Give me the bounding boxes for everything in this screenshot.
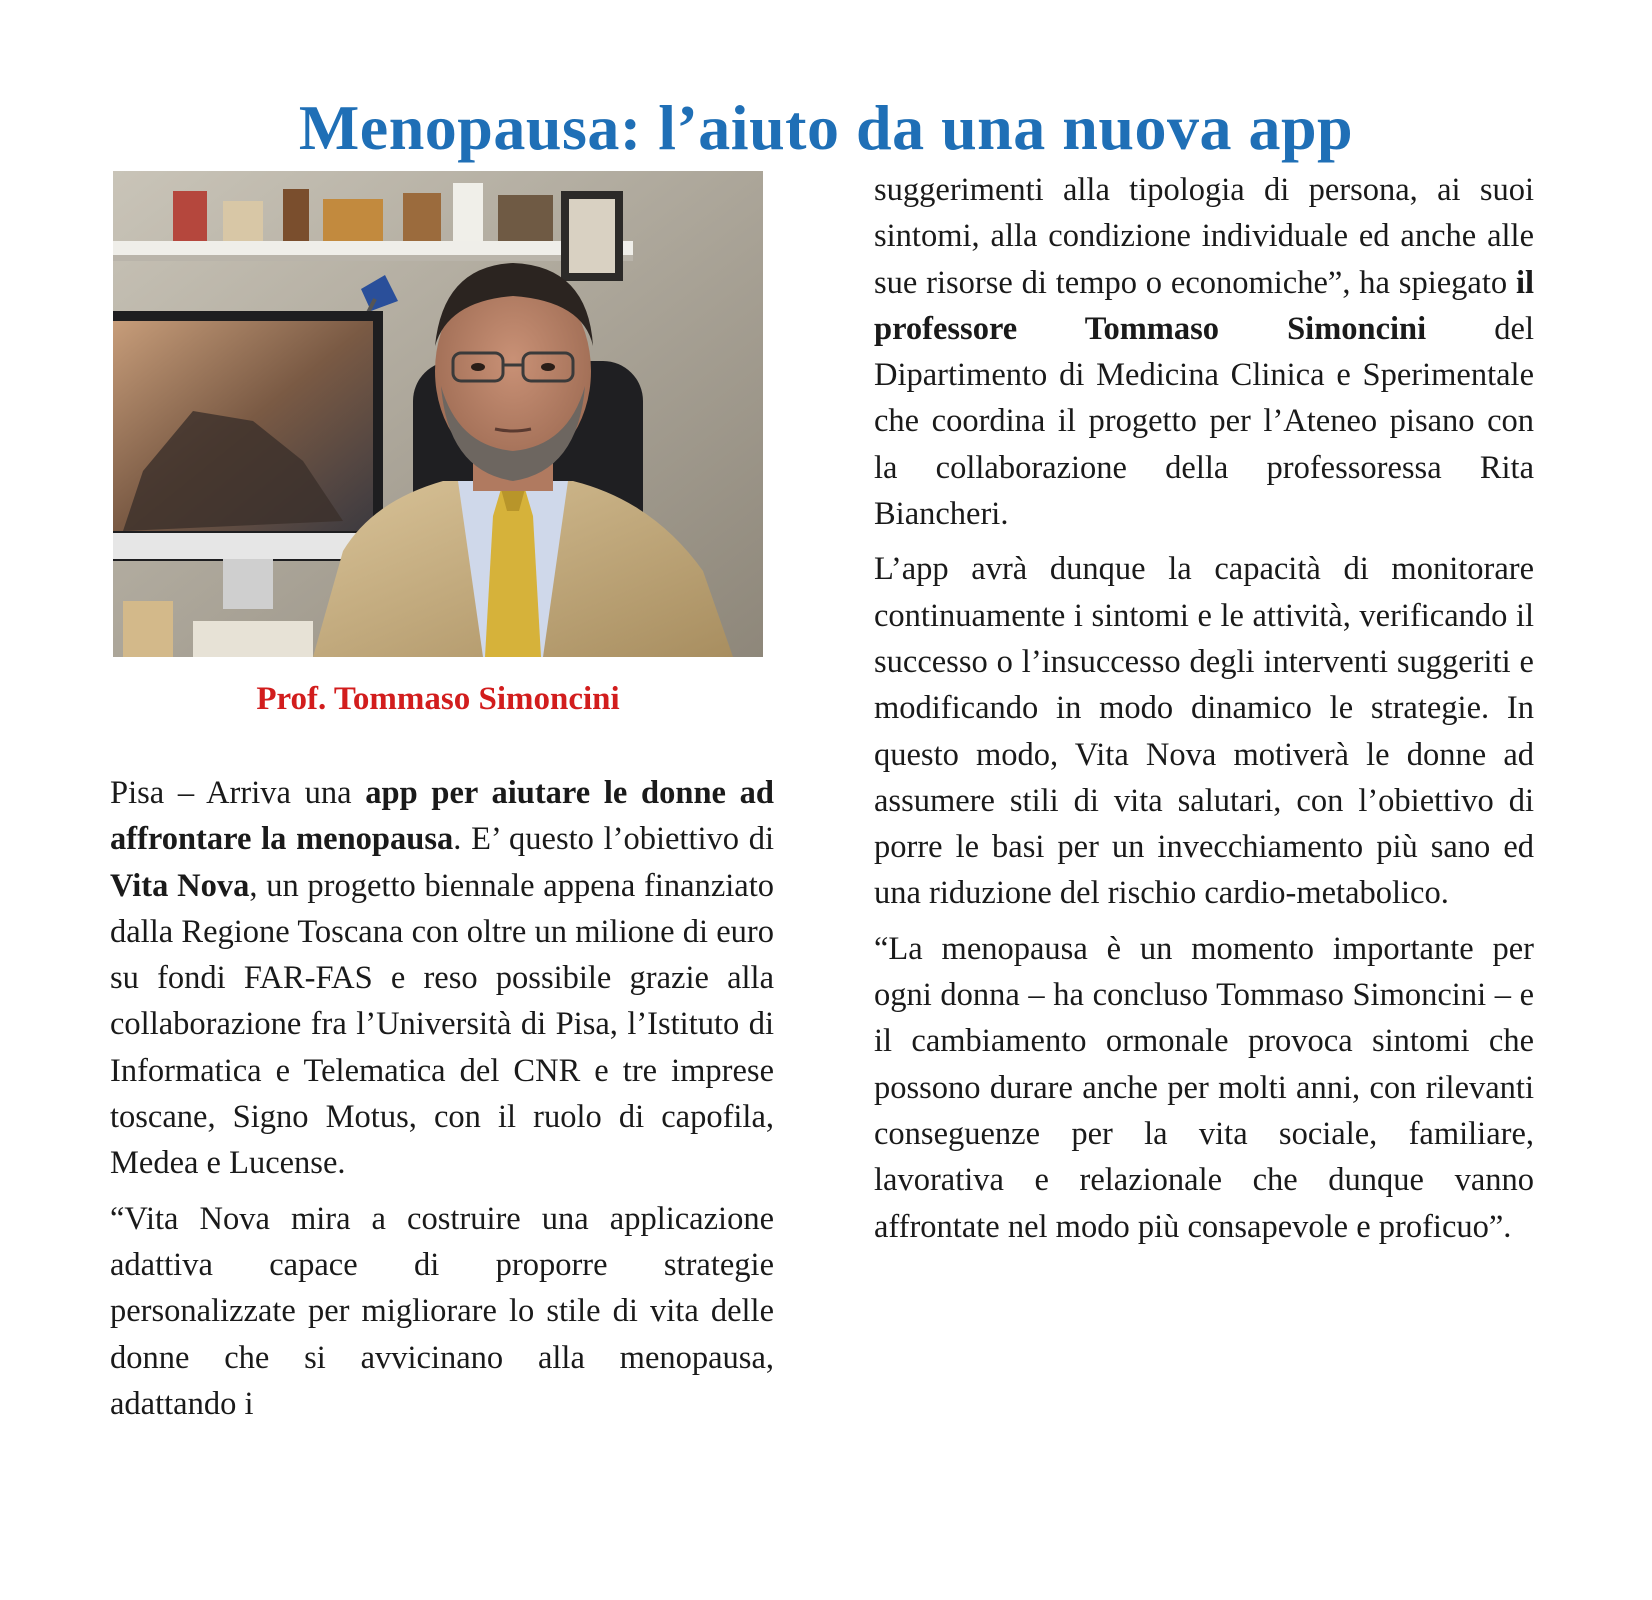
article-title: Menopausa: l’aiuto da una nuova app: [298, 91, 1354, 163]
paragraph-text: del Dipartimento di Medicina Clinica e Sperimentale che coordina il progetto per l’Ateneo pisano con la collaborazione della professoressa Rita Biancheri.: [874, 310, 1534, 533]
paragraph-text: suggerimenti alla tipologia di persona, ai suoi sintomi, alla condizione individuale ed anche alle sue risorse di tempo o economiche”, ha spiegato: [874, 172, 1534, 301]
paragraph-bold-text: il professore Tommaso Simoncini: [874, 264, 1534, 347]
article-paragraph: “Vita Nova mira a costruire una applicazione adattiva capace di proporre strategie personalizzate per migliorare lo stile di vita delle donne che si avvicinano alla menopausa, adattando i: [110, 1200, 774, 1422]
professor-photo-illustration: [113, 171, 763, 657]
photo-caption: Prof. Tommaso Simoncini: [256, 681, 620, 717]
paragraph-text: Pisa – Arriva una: [110, 775, 366, 811]
article-column-left: [110, 770, 774, 1436]
paragraph-text: , un progetto biennale appena finanziato dalla Regione Toscana con oltre un milione di euro su fondi FAR-FAS e reso possibile grazie alla collaborazione fra l’Università di Pisa, l’Istituto di Informatica e Telematica del CNR e tre imprese toscane, Signo Motus, con il ruolo di capofila, Medea e Lucense.: [110, 867, 774, 1182]
professor-photo: [113, 171, 763, 657]
article-paragraph: [874, 167, 1534, 537]
paragraph-bold-text: Vita Nova: [110, 867, 250, 904]
article-paragraph: L’app avrà dunque la capacità di monitorare continuamente i sintomi e le attività, verificando il successo o l’insuccesso degli interventi suggeriti e modificando in modo dinamico le strategie. In questo modo, Vita Nova motiverà le donne ad assumere stili di vita salutari, con l’obiettivo di porre le basi per un invecchiamento più sano ed una riduzione del rischio cardio-metabolico.: [874, 551, 1534, 912]
paragraph-bold-text: app per aiutare le donne ad affrontare la menopausa: [110, 775, 774, 858]
article-column-right: [874, 167, 1534, 1259]
article-paragraph: “La menopausa è un momento importante per ogni donna – ha concluso Tommaso Simoncini – e il cambiamento ormonale provoca sintomi che possono durare anche per molti anni, con rilevanti conseguenze per la vita sociale, familiare, lavorativa e relazionale che dunque vanno affrontate nel modo più consapevole e proficuo”.: [874, 930, 1534, 1245]
paragraph-text: . E’ questo l’obiettivo di: [453, 821, 775, 858]
article-paragraph: [110, 770, 774, 1187]
